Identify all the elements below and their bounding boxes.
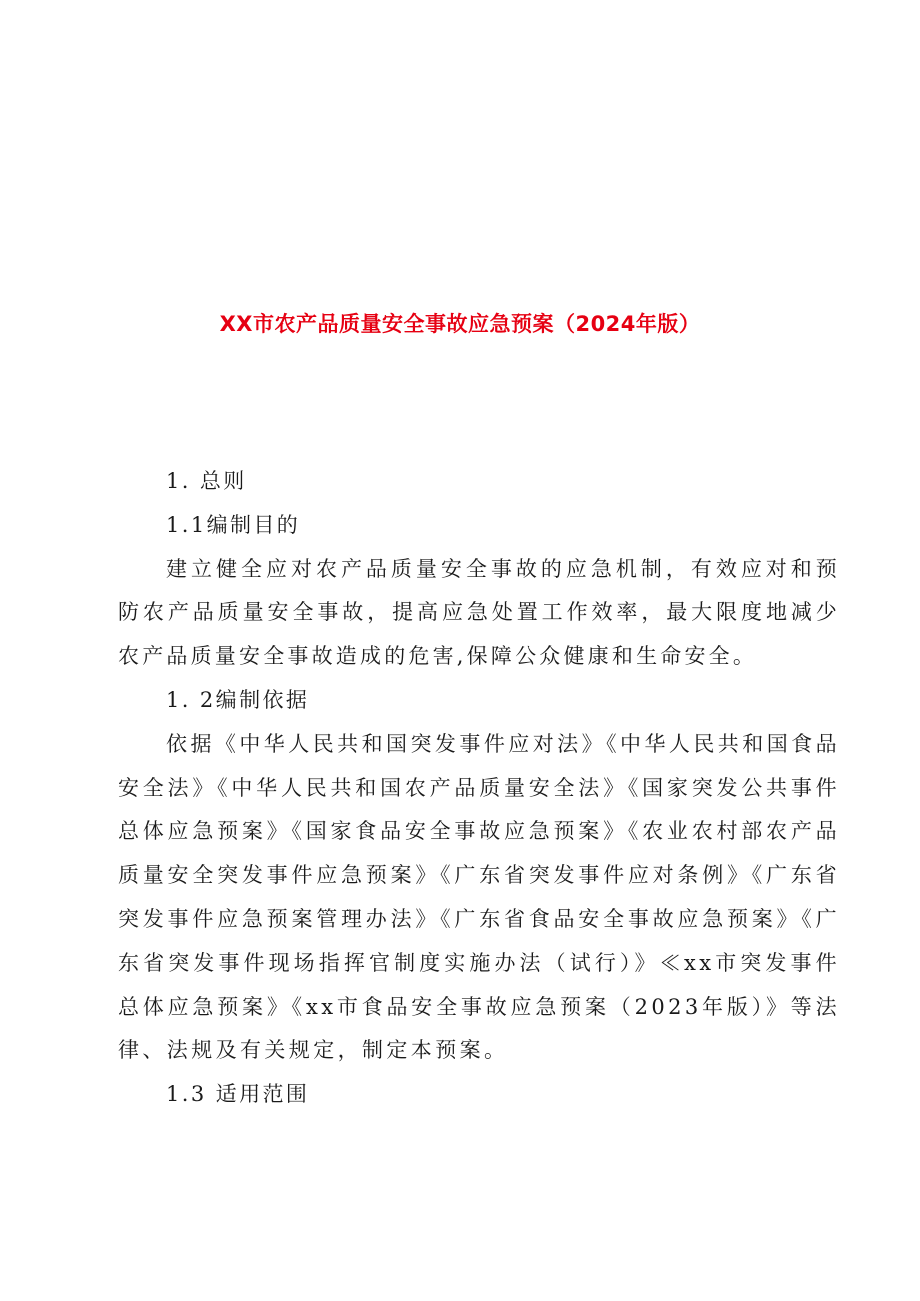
paragraph-purpose: 建立健全应对农产品质量安全事故的应急机制，有效应对和预防农产品质量安全事故，提高应急处置工作效率，最大限度地减少农产品质量安全事故造成的危害,保障公众健康和生命安全。 — [118, 556, 840, 669]
paragraph-basis: 依据《中华人民共和国突发事件应对法》《中华人民共和国食品安全法》《中华人民共和国农产品质量安全法》《国家突发公共事件总体应急预案》《国家食品安全事故应急预案》《农业农村部农产品质量安全突发事件应急预案》《广东省突发事件应对条例》《广东省突发事件应急预案管理办法》《广东省食品安全事故应急预案》《广东省突发事件现场指挥官制度实施办法（试行）》≪xx市突发事件总体应急预案》《xx市食品安全事故应急预案（2023年版）》等法律、法规及有关规定，制定本预案。 — [118, 731, 840, 1063]
section-heading-scope: 1.3 适用范围 — [166, 1082, 310, 1107]
document-body — [118, 460, 840, 1117]
section-heading-purpose: 1.1编制目的 — [166, 512, 301, 537]
section-heading-general: 1. 总则 — [166, 469, 247, 493]
section-heading-basis: 1. 2编制依据 — [166, 687, 310, 712]
document-title: XX市农产品质量安全事故应急预案（2024年版） — [219, 312, 701, 336]
